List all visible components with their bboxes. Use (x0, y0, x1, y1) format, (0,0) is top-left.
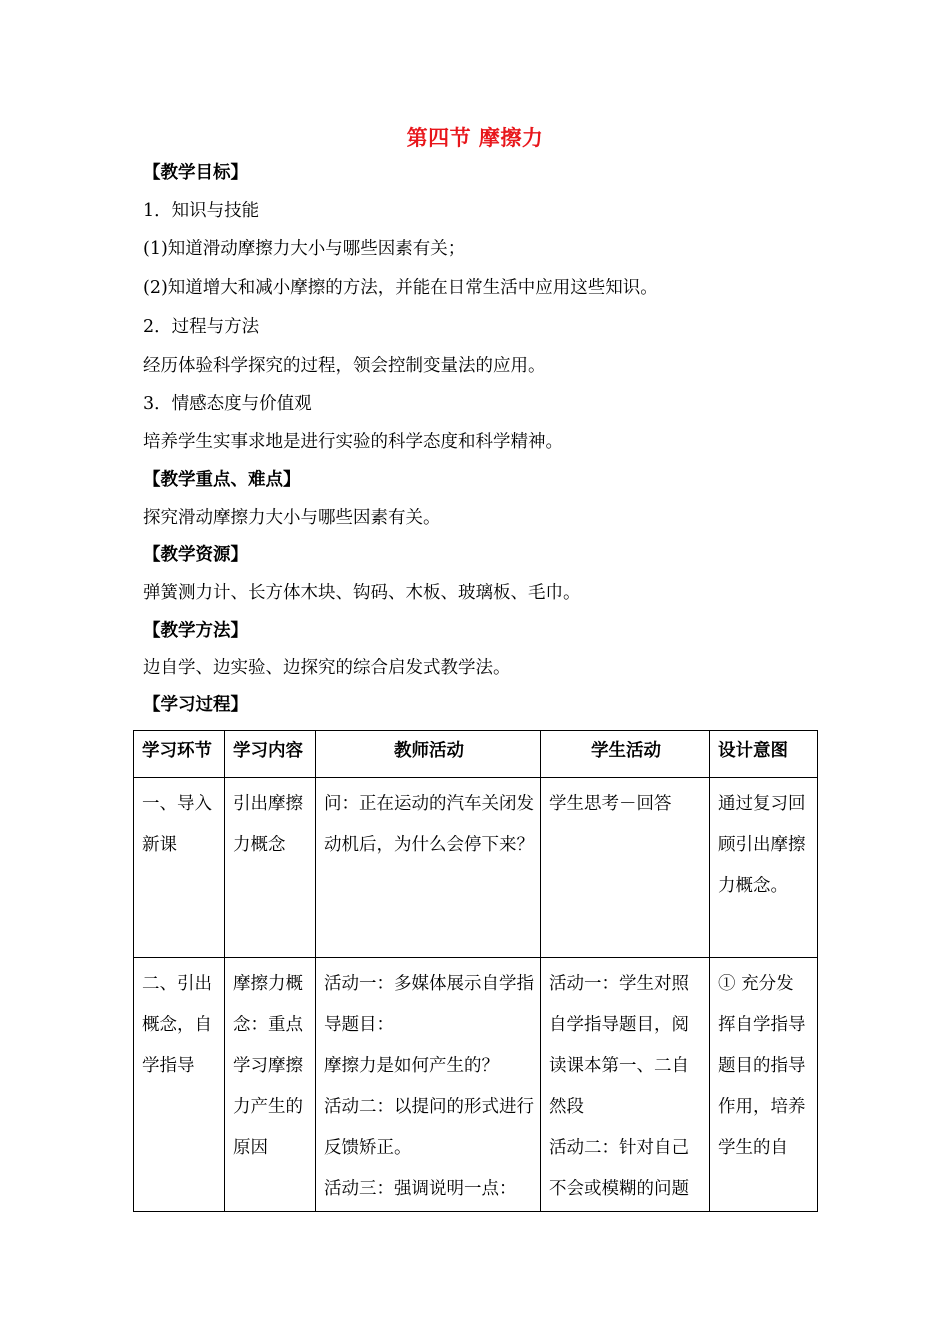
cell-intent: 通过复习回顾引出摩擦力概念。 (710, 778, 818, 958)
cell-teacher: 问：正在运动的汽车关闭发动机后，为什么会停下来？ (316, 778, 541, 958)
line-teaching-goals-heading: 【教学目标】 (143, 163, 248, 183)
line-goal-1: (1)知道滑动摩擦力大小与哪些因素有关； (143, 239, 466, 259)
teacher-line: 活动二：以提问的形式进行反馈矫正。 (324, 1097, 534, 1158)
line-methods-heading: 【教学方法】 (143, 621, 248, 641)
lesson-plan-table (133, 730, 818, 1212)
table-row (134, 958, 818, 1212)
student-line: 活动一：学生对照自学指导题目，阅读课本第一、二自然段 (549, 974, 689, 1117)
teacher-line: 摩擦力是如何产生的？ (324, 1056, 499, 1076)
document-title: 第四节 摩擦力 (406, 125, 544, 150)
header-teacher: 教师活动 (316, 731, 541, 778)
line-attitude-values: 3．情感态度与价值观 (143, 394, 312, 414)
header-content: 学习内容 (225, 731, 316, 778)
cell-student (541, 958, 710, 1212)
cell-stage: 一、导入新课 (134, 778, 225, 958)
cell-content: 引出摩擦力概念 (225, 778, 316, 958)
header-stage: 学习环节 (134, 731, 225, 778)
cell-content: 摩擦力概念：重点学习摩擦力产生的原因 (225, 958, 316, 1212)
student-line: 活动二：针对自己不会或模糊的问题 (549, 1138, 689, 1199)
table-header-row (134, 731, 818, 778)
teacher-line: 活动三：强调说明一点： (324, 1179, 517, 1199)
line-process-method: 2．过程与方法 (143, 317, 260, 337)
line-process-heading: 【学习过程】 (143, 695, 248, 715)
cell-teacher (316, 958, 541, 1212)
line-key-points-heading: 【教学重点、难点】 (143, 470, 301, 490)
header-intent: 设计意图 (710, 731, 818, 778)
line-process-text: 经历体验科学探究的过程，领会控制变量法的应用。 (143, 356, 546, 376)
line-methods-text: 边自学、边实验、边探究的综合启发式教学法。 (143, 658, 511, 678)
header-student: 学生活动 (541, 731, 710, 778)
teacher-line: 活动一：多媒体展示自学指导题目： (324, 974, 534, 1035)
cell-student: 学生思考－回答 (541, 778, 710, 958)
line-attitude-text: 培养学生实事求地是进行实验的科学态度和科学精神。 (143, 432, 563, 452)
line-goal-2: (2)知道增大和减小摩擦的方法，并能在日常生活中应用这些知识。 (143, 278, 658, 298)
line-resources-text: 弹簧测力计、长方体木块、钩码、木板、玻璃板、毛巾。 (143, 583, 581, 603)
line-resources-heading: 【教学资源】 (143, 545, 248, 565)
cell-intent: ① 充分发挥自学指导题目的指导作用，培养学生的自 (710, 958, 818, 1212)
line-key-points-text: 探究滑动摩擦力大小与哪些因素有关。 (143, 508, 441, 528)
line-knowledge-skills: 1．知识与技能 (143, 201, 260, 221)
table-row (134, 778, 818, 958)
cell-stage: 二、引出概念，自学指导 (134, 958, 225, 1212)
